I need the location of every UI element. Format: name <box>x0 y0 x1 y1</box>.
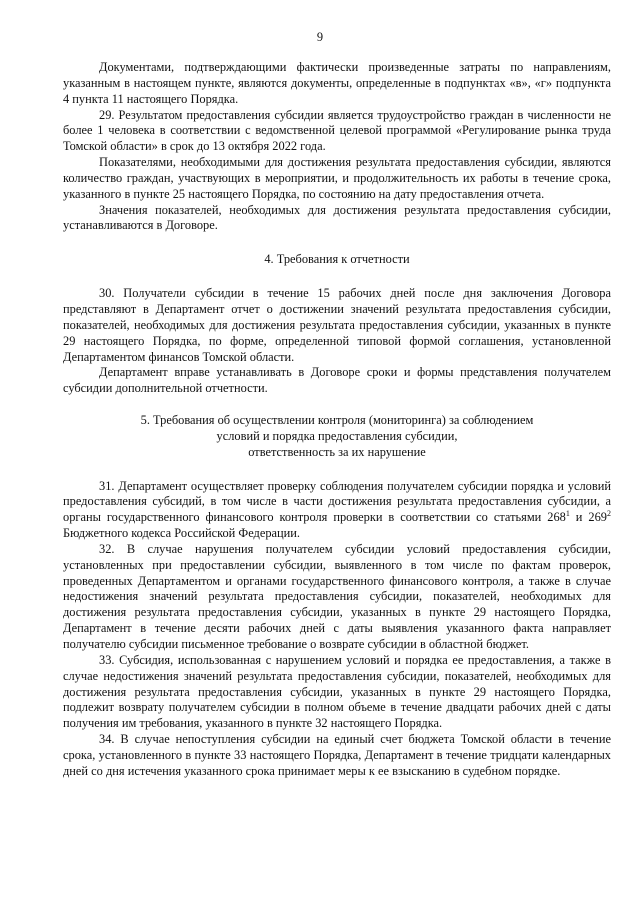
document-body <box>63 60 611 780</box>
paragraph-34: 34. В случае непоступления субсидии на единый счет бюджета Томской области в течение срока, установленного в пункте 33 настоящего Порядка, Департамент в течение тридцати календарных дней со дня истечения указанного срока принимает меры к ее взысканию в судебном порядке. <box>63 732 611 778</box>
paragraph-29: 29. Результатом предоставления субсидии является трудоустройство граждан в численности не более 1 человека в соответствии с ведомственной целевой программой «Регулирование рынка труда Томской области» в срок до 13 октября 2022 года. <box>63 107 611 154</box>
paragraph-documents: Документами, подтверждающими фактически произведенные затраты по направлениям, указанным в настоящем пункте, являются документы, определенные в подпунктах «в», «г» подпункта 4 пункта 11 настоящего Порядка. <box>63 60 611 106</box>
paragraph-indicators: Показателями, необходимыми для достижения результата предоставления субсидии, являются количество граждан, участвующих в мероприятии, и продолжительность их работы в течение срока, указанного в пункте 25 настоящего Порядка, по состоянию на дату предоставления отчета. <box>63 155 611 201</box>
footnote-superscript: 1 <box>565 509 570 519</box>
paragraph-31 <box>63 479 611 542</box>
paragraph-30: 30. Получатели субсидии в течение 15 рабочих дней после дня заключения Договора представляют в Департамент отчет о достижении значений результата предоставления субсидии, показателей, необходимых для достижения результата предоставления субсидии, указанных в пункте 29 настоящего Порядка, по форме, определенной типовой формой соглашения, установленной Департаментом финансов Томской области. <box>63 286 611 364</box>
section-4-title: 4. Требования к отчетности <box>264 252 410 267</box>
paragraph-33: 33. Субсидия, использованная с нарушением условий и порядка ее предоставления, а также в случае недостижения значений результата предоставления субсидии, показателей, необходимых для достижения результата предоставления субсидии, указанных в пункте 29 настоящего Порядка, подлежит возврату получателем субсидии в полном объеме в течение двадцати рабочих дней с даты получения им требования, указанного в пункте 32 настоящего Порядка. <box>63 652 611 731</box>
section-5-title-line: ответственность за их нарушение <box>248 444 426 459</box>
paragraph-indicator-values: Значения показателей, необходимых для достижения результата предоставления субсидии, устанавливаются в Договоре. <box>63 202 611 233</box>
paragraph-31-text: и 269 <box>569 510 607 525</box>
paragraph-32: 32. В случае нарушения получателем субсидии условий предоставления субсидии, установленных при предоставлении субсидии, выявленного в том числе по фактам проверок, проведенных Департаментом и органами государственного финансового контроля, а также в случае недостижения значений результата предоставления субсидии, показателей, необходимых для достижения результата предоставления субсидии, указанных в пункте 29 настоящего Порядка, Департамент в течение десяти рабочих дней с даты выявления указанного факта направляет получателю субсидии письменное требование о возврате субсидии в областной бюджет. <box>63 541 611 651</box>
paragraph-31-text: 31. Департамент осуществляет проверку соблюдения получателем субсидии порядка и условий предоставления субсидий, в том числе в части достижения результата предоставления субсидии, а органы государственного финансового контроля проверки в соответствии со статьями 268 <box>63 478 611 525</box>
page-number: 9 <box>316 30 324 44</box>
section-5-title <box>63 413 611 461</box>
footnote-superscript: 2 <box>606 509 611 519</box>
paragraph-31-text: Бюджетного кодекса Российской Федерации. <box>63 526 301 541</box>
section-5-title-line: 5. Требования об осуществлении контроля (мониторинга) за соблюдением <box>140 413 534 428</box>
paragraph-additional-reporting: Департамент вправе устанавливать в Договоре сроки и формы представления получателем субсидии дополнительной отчетности. <box>63 365 611 396</box>
section-5-title-line: условий и порядка предоставления субсидии, <box>216 428 458 443</box>
